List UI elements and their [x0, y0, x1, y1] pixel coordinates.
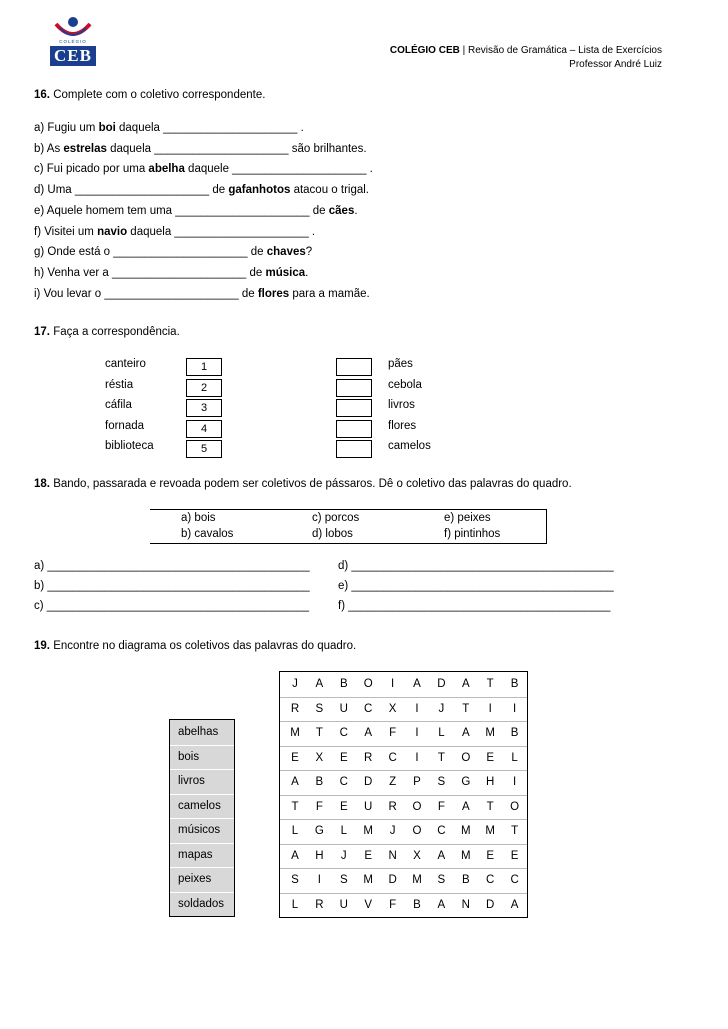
grid-letter[interactable]: L	[291, 898, 299, 911]
grid-letter[interactable]: M	[412, 874, 422, 886]
grid-letter[interactable]: I	[512, 776, 517, 788]
grid-letter[interactable]: T	[437, 751, 445, 764]
row-divider	[170, 818, 234, 819]
grid-letter[interactable]: E	[364, 849, 373, 862]
key-word: navio	[97, 225, 128, 238]
line-text: .	[305, 266, 309, 279]
grid-letter[interactable]: T	[291, 800, 299, 813]
grid-letter[interactable]: U	[339, 702, 348, 715]
answer-box[interactable]	[336, 379, 372, 397]
match-word: flores	[388, 419, 417, 432]
line-text: atacou o trigal.	[290, 184, 370, 197]
answer-line[interactable]: d) _________________________________________	[338, 560, 614, 572]
row-divider	[170, 794, 234, 795]
key-word: música	[265, 266, 306, 279]
grid-letter[interactable]: I	[317, 874, 321, 886]
fill-in-line	[34, 246, 312, 258]
grid-letter[interactable]: S	[291, 874, 299, 886]
answer-box[interactable]	[336, 358, 372, 376]
grid-letter[interactable]: U	[364, 800, 373, 813]
grid-letter[interactable]: A	[437, 898, 446, 911]
grid-letter[interactable]: S	[315, 702, 324, 715]
grid-letter[interactable]: L	[511, 751, 518, 764]
grid-letter[interactable]: C	[339, 776, 348, 788]
grid-letter[interactable]: T	[315, 727, 323, 739]
grid-letter[interactable]: H	[486, 776, 495, 788]
grid-letter[interactable]: A	[461, 727, 470, 739]
box-word: d) lobos	[312, 528, 353, 540]
grid-letter[interactable]: B	[510, 678, 519, 690]
grid-letter[interactable]: B	[339, 678, 348, 690]
number-box: 1	[186, 358, 222, 376]
question-instruction: Encontre no diagrama os coletivos das palavras do quadro.	[50, 640, 357, 652]
grid-letter[interactable]: C	[486, 874, 495, 886]
line-text: e) Aquele homem tem uma _____________________ de	[34, 204, 329, 217]
page-header	[390, 44, 662, 72]
grid-letter[interactable]: D	[388, 874, 397, 886]
key-word: chaves	[266, 246, 306, 259]
grid-letter[interactable]: T	[486, 800, 494, 813]
row-divider	[170, 892, 234, 893]
match-word: livros	[388, 399, 415, 411]
word-list-item: camelos	[178, 799, 221, 812]
grid-letter[interactable]: M	[363, 874, 373, 886]
grid-letter[interactable]: M	[363, 825, 373, 837]
fill-in-line	[34, 267, 308, 279]
grid-letter[interactable]: A	[364, 727, 373, 739]
grid-row-line	[280, 868, 527, 869]
answer-line[interactable]: e) _________________________________________	[338, 580, 614, 592]
grid-letter[interactable]: A	[291, 849, 299, 862]
grid-letter[interactable]: F	[389, 898, 397, 911]
grid-letter[interactable]: T	[462, 702, 470, 715]
grid-letter[interactable]: M	[461, 849, 471, 862]
key-word: gafanhotos	[228, 184, 291, 197]
word-list-item: abelhas	[178, 726, 219, 738]
grid-letter[interactable]: F	[437, 800, 445, 813]
grid-letter[interactable]: M	[485, 825, 495, 837]
answer-box[interactable]	[336, 420, 372, 438]
grid-letter[interactable]: A	[437, 849, 446, 862]
logo-text: CEB	[50, 46, 96, 66]
collective-word: fornada	[105, 419, 145, 432]
grid-letter[interactable]: S	[437, 874, 446, 886]
grid-letter[interactable]: R	[290, 702, 300, 715]
grid-letter[interactable]: C	[437, 825, 446, 837]
grid-letter[interactable]: I	[415, 702, 419, 715]
collective-word: cáfila	[105, 399, 132, 411]
grid-letter[interactable]: A	[461, 678, 470, 690]
question-17-title	[34, 326, 180, 338]
line-text: daquela _____________________ são brilhantes.	[106, 142, 367, 155]
line-text: daquela _____________________ .	[127, 225, 316, 238]
line-text: g) Onde está o _____________________ de	[34, 246, 267, 259]
grid-letter[interactable]: F	[315, 800, 323, 813]
grid-row-line	[280, 795, 527, 796]
line-text: b) As	[34, 142, 64, 155]
grid-letter[interactable]: E	[486, 849, 495, 862]
grid-row-line	[280, 893, 527, 894]
box-word: a) bois	[181, 512, 216, 524]
key-word: estrelas	[63, 142, 107, 155]
grid-letter[interactable]: C	[364, 702, 373, 715]
row-divider	[170, 745, 234, 746]
grid-letter[interactable]: Z	[389, 776, 397, 788]
grid-letter[interactable]: C	[510, 874, 519, 886]
grid-letter[interactable]: B	[315, 776, 324, 788]
line-text: f) Visitei um	[34, 225, 98, 238]
grid-letter[interactable]: S	[339, 874, 348, 886]
box-word: c) porcos	[312, 512, 360, 524]
box-word: e) peixes	[444, 512, 491, 524]
grid-letter[interactable]: A	[315, 678, 324, 690]
question-number: 17.	[34, 326, 50, 338]
row-divider	[170, 769, 234, 770]
key-word: boi	[98, 122, 116, 134]
key-word: cães	[328, 204, 355, 217]
fill-in-line	[34, 205, 358, 217]
grid-row-line	[280, 844, 527, 845]
grid-letter[interactable]: B	[461, 874, 470, 886]
school-name: COLÉGIO CEB	[389, 45, 460, 56]
line-text: para a mamãe.	[289, 287, 370, 300]
fill-in-line	[34, 288, 370, 300]
row-divider	[170, 843, 234, 844]
grid-letter[interactable]: R	[364, 751, 373, 764]
word-list-item: músicos	[178, 824, 221, 836]
grid-letter[interactable]: J	[438, 702, 445, 715]
grid-letter[interactable]: P	[413, 776, 421, 788]
collective-word: réstia	[105, 378, 134, 391]
match-word: cebola	[388, 378, 422, 391]
grid-letter[interactable]: D	[364, 776, 373, 788]
line-text: ?	[305, 246, 313, 259]
question-18-title	[34, 478, 572, 490]
grid-letter[interactable]: L	[340, 825, 347, 837]
answer-line[interactable]: a) _________________________________________	[34, 560, 310, 572]
grid-letter[interactable]: E	[291, 751, 299, 764]
grid-letter[interactable]: I	[415, 751, 419, 764]
number-box: 4	[186, 420, 222, 438]
grid-letter[interactable]: R	[388, 800, 397, 813]
word-search-grid	[279, 671, 528, 918]
grid-row-line	[280, 770, 527, 771]
collective-word: biblioteca	[105, 440, 154, 452]
grid-letter[interactable]: O	[412, 800, 422, 813]
number-box: 3	[186, 399, 222, 417]
answer-line[interactable]: b) _________________________________________	[34, 580, 310, 592]
grid-letter[interactable]: I	[512, 702, 517, 715]
grid-letter[interactable]: A	[291, 776, 299, 788]
grid-letter[interactable]: E	[339, 800, 348, 813]
grid-letter[interactable]: O	[412, 825, 422, 837]
grid-letter[interactable]: A	[510, 898, 519, 911]
grid-letter[interactable]: F	[389, 727, 397, 739]
grid-letter[interactable]: X	[388, 702, 397, 715]
word-list-item: peixes	[178, 873, 212, 885]
grid-letter[interactable]: R	[315, 898, 324, 911]
word-list-item: soldados	[178, 897, 225, 910]
grid-letter[interactable]: V	[364, 898, 373, 911]
grid-letter[interactable]: L	[291, 825, 299, 837]
logo-tagline: COLÉGIO	[59, 39, 87, 44]
logo-emblem-icon	[50, 14, 96, 40]
teacher-name: Professor André Luiz	[569, 59, 662, 70]
grid-letter[interactable]: M	[290, 727, 300, 739]
answer-line[interactable]: c) _________________________________________	[34, 600, 310, 612]
fill-in-line	[34, 143, 367, 155]
grid-letter[interactable]: X	[413, 849, 421, 862]
grid-letter[interactable]: E	[486, 751, 495, 764]
header-subtitle: Revisão de Gramática – Lista de Exercícios	[468, 45, 662, 56]
grid-row-line	[280, 819, 527, 820]
line-text: daquele _____________________ .	[184, 163, 373, 176]
header-separator: |	[459, 45, 469, 56]
fill-in-line	[34, 184, 369, 196]
grid-letter[interactable]: T	[511, 825, 519, 837]
fill-in-line	[34, 226, 315, 238]
line-text: h) Venha ver a _____________________ de	[34, 266, 266, 279]
grid-letter[interactable]: A	[413, 678, 421, 690]
grid-letter[interactable]: C	[339, 727, 348, 739]
grid-row-line	[280, 721, 527, 722]
grid-letter[interactable]: L	[438, 727, 445, 739]
question-16-title	[34, 89, 265, 101]
grid-letter[interactable]: J	[340, 849, 347, 862]
grid-letter[interactable]: M	[461, 825, 471, 837]
grid-letter[interactable]: H	[315, 849, 324, 862]
grid-letter[interactable]: I	[415, 727, 419, 739]
row-divider	[170, 867, 234, 868]
line-text: d) Uma _____________________ de	[34, 184, 229, 197]
question-19-title	[34, 640, 356, 652]
box-word: b) cavalos	[181, 528, 234, 540]
word-list-item: mapas	[178, 848, 213, 861]
grid-letter[interactable]: A	[461, 800, 470, 813]
grid-letter[interactable]: U	[339, 898, 348, 911]
grid-row-line	[280, 697, 527, 698]
grid-letter[interactable]: S	[437, 776, 446, 788]
school-logo	[50, 14, 100, 66]
question-instruction: Complete com o coletivo correspondente.	[50, 89, 266, 101]
grid-letter[interactable]: I	[488, 702, 492, 715]
line-text: i) Vou levar o _____________________ de	[34, 287, 258, 300]
question-instruction: Bando, passarada e revoada podem ser coletivos de pássaros. Dê o coletivo das palavras do quadro.	[50, 478, 572, 490]
grid-letter[interactable]: D	[437, 678, 446, 690]
grid-letter[interactable]: G	[461, 776, 471, 788]
grid-letter[interactable]: N	[461, 898, 470, 911]
grid-letter[interactable]: I	[390, 678, 395, 690]
grid-letter[interactable]: J	[292, 678, 298, 690]
grid-row-line	[280, 746, 527, 747]
grid-letter[interactable]: T	[486, 678, 494, 690]
question-number: 19.	[34, 640, 50, 652]
answer-line[interactable]: f) _________________________________________	[338, 600, 611, 612]
question-number: 18.	[34, 478, 50, 490]
answer-box[interactable]	[336, 399, 372, 417]
word-list-item: livros	[178, 775, 205, 787]
grid-letter[interactable]: J	[389, 825, 396, 837]
grid-letter[interactable]: O	[510, 800, 520, 813]
key-word: flores	[257, 287, 290, 300]
grid-letter[interactable]: M	[485, 727, 495, 739]
grid-letter[interactable]: O	[363, 678, 373, 690]
collective-word: canteiro	[105, 358, 146, 370]
number-box: 5	[186, 440, 222, 458]
question-number: 16.	[34, 89, 50, 101]
grid-letter[interactable]: X	[315, 751, 324, 764]
answer-box[interactable]	[336, 440, 372, 458]
number-box: 2	[186, 379, 222, 397]
fill-in-line	[34, 122, 304, 134]
line-text: c) Fui picado por uma	[34, 163, 149, 176]
grid-letter[interactable]: O	[461, 751, 471, 764]
line-text: a) Fugiu um	[34, 122, 99, 134]
grid-letter[interactable]: B	[510, 727, 519, 739]
fill-in-line	[34, 163, 373, 175]
grid-letter[interactable]: D	[486, 898, 495, 911]
grid-letter[interactable]: C	[388, 751, 397, 764]
question-instruction: Faça a correspondência.	[50, 326, 180, 338]
line-text: daquela _____________________ .	[115, 122, 304, 134]
word-list-item: bois	[178, 750, 200, 763]
grid-letter[interactable]: E	[339, 751, 348, 764]
grid-letter[interactable]: B	[413, 898, 421, 911]
word-list-box	[169, 719, 235, 917]
grid-letter[interactable]: G	[314, 825, 324, 837]
key-word: abelha	[148, 163, 185, 176]
match-word: pães	[388, 358, 413, 370]
line-text: .	[354, 204, 358, 217]
box-word: f) pintinhos	[444, 528, 501, 540]
grid-letter[interactable]: N	[388, 849, 397, 862]
match-word: camelos	[388, 440, 431, 452]
grid-letter[interactable]: E	[510, 849, 519, 862]
